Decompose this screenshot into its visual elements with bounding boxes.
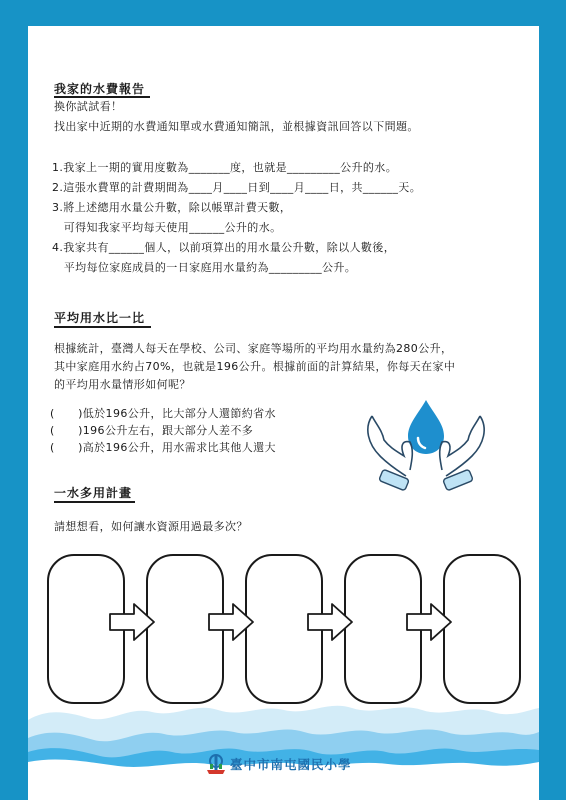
compare-option-below: ( )低於196公升，比大部分人還節約省水 [50, 407, 276, 420]
worksheet-page [28, 26, 539, 800]
report-intro-1: 換你試試看！ [54, 100, 123, 113]
report-intro-2: 找出家中近期的水費通知單或水費通知簡訊，並根據資訊回答以下問題。 [54, 120, 419, 133]
compare-paragraph-line-1: 根據統計，臺灣人每天在學校、公司、家庭等場所的平均用水量約為280公升， [54, 342, 453, 355]
multiuse-prompt: 請想想看，如何讓水資源用過最多次？ [54, 520, 248, 533]
question-2: 2.這張水費單的計費期間為____月____日到____月____日，共______天。 [52, 181, 422, 194]
compare-paragraph-line-2: 其中家庭用水約占70%，也就是196公升。根據前面的計算結果，你每天在家中 [54, 360, 456, 373]
compare-paragraph-line-3: 的平均用水量情形如何呢？ [54, 378, 191, 391]
school-logo-icon [204, 753, 228, 775]
school-footer [204, 753, 404, 775]
water-reuse-flow [28, 26, 539, 800]
report-title: 我家的水費報告 [54, 82, 146, 96]
question-4-line-1: 4.我家共有______個人，以前項算出的用水量公升數，除以人數後， [52, 241, 396, 254]
compare-option-around: ( )196公升左右，跟大部分人差不多 [50, 424, 254, 437]
question-4-line-2: 平均每位家庭成員的一日家庭用水量約為_________公升。 [52, 261, 357, 274]
question-1: 1.我家上一期的實用度數為_______度，也就是_________公升的水。 [52, 161, 398, 174]
question-3-line-2: 可得知我家平均每天使用______公升的水。 [52, 221, 282, 234]
water-waves-decoration [28, 690, 539, 800]
multiuse-title: 一水多用計畫 [54, 486, 133, 500]
compare-title: 平均用水比一比 [54, 311, 146, 325]
school-name: 臺中市南屯國民小學 [230, 757, 352, 772]
compare-option-above: ( )高於196公升，用水需求比其他人還大 [50, 441, 276, 454]
question-3-line-1: 3.將上述總用水量公升數，除以帳單計費天數， [52, 201, 292, 214]
flow-box-5 [444, 555, 520, 703]
